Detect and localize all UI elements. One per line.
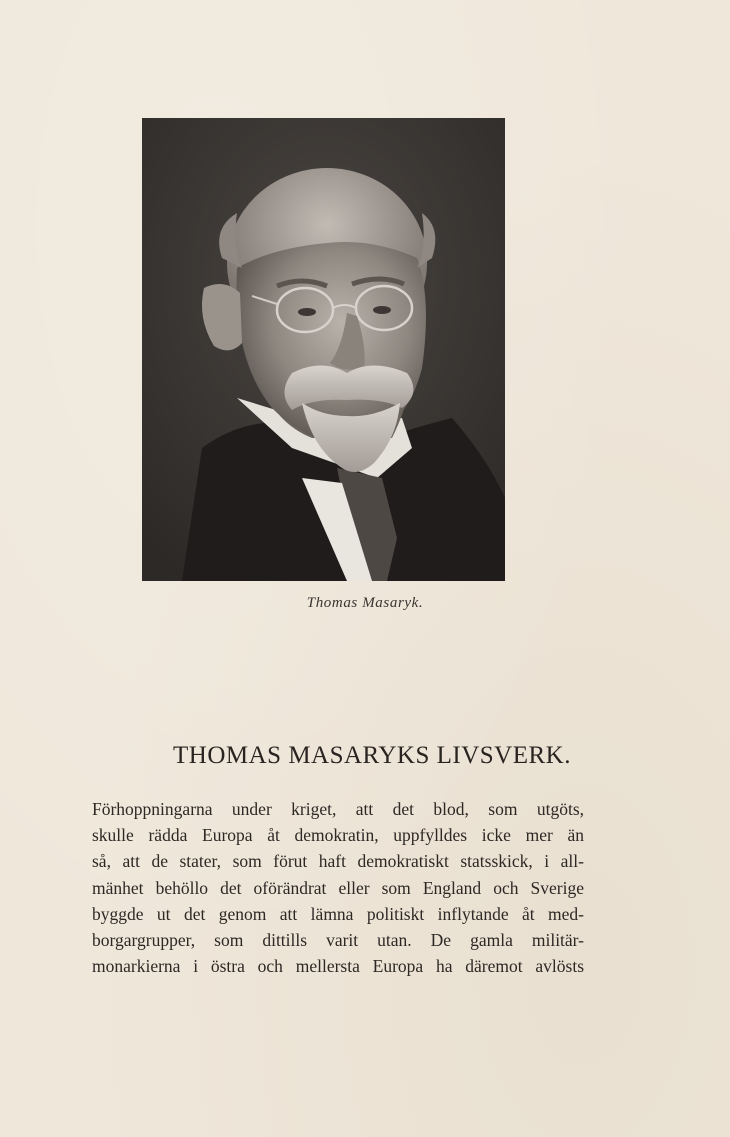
paragraph-line: skulle rädda Europa åt demokratin, uppfylldes icke mer än bbox=[92, 825, 584, 846]
photo-caption: Thomas Masaryk. bbox=[306, 595, 424, 611]
paragraph-line: borgargrupper, som dittills varit utan. De gamla militär- bbox=[92, 929, 584, 950]
portrait-illustration bbox=[142, 118, 505, 581]
chapter-title: THOMAS MASARYKS LIVSVERK. bbox=[173, 742, 571, 769]
paragraph-line: byggde ut det genom att lämna politiskt inflytande åt med- bbox=[92, 903, 584, 924]
paragraph-line: Förhoppningarna under kriget, att det blod, som utgöts, bbox=[92, 799, 584, 819]
body-paragraph bbox=[92, 796, 584, 979]
paragraph-line: så, att de stater, som förut haft demokratiskt statsskick, i all- bbox=[92, 851, 584, 872]
paragraph-line: mänhet behöllo det oförändrat eller som England och Sverige bbox=[92, 877, 584, 898]
paragraph-line: monarkierna i östra och mellersta Europa ha däremot avlösts bbox=[92, 956, 584, 977]
portrait-photo bbox=[142, 118, 505, 581]
